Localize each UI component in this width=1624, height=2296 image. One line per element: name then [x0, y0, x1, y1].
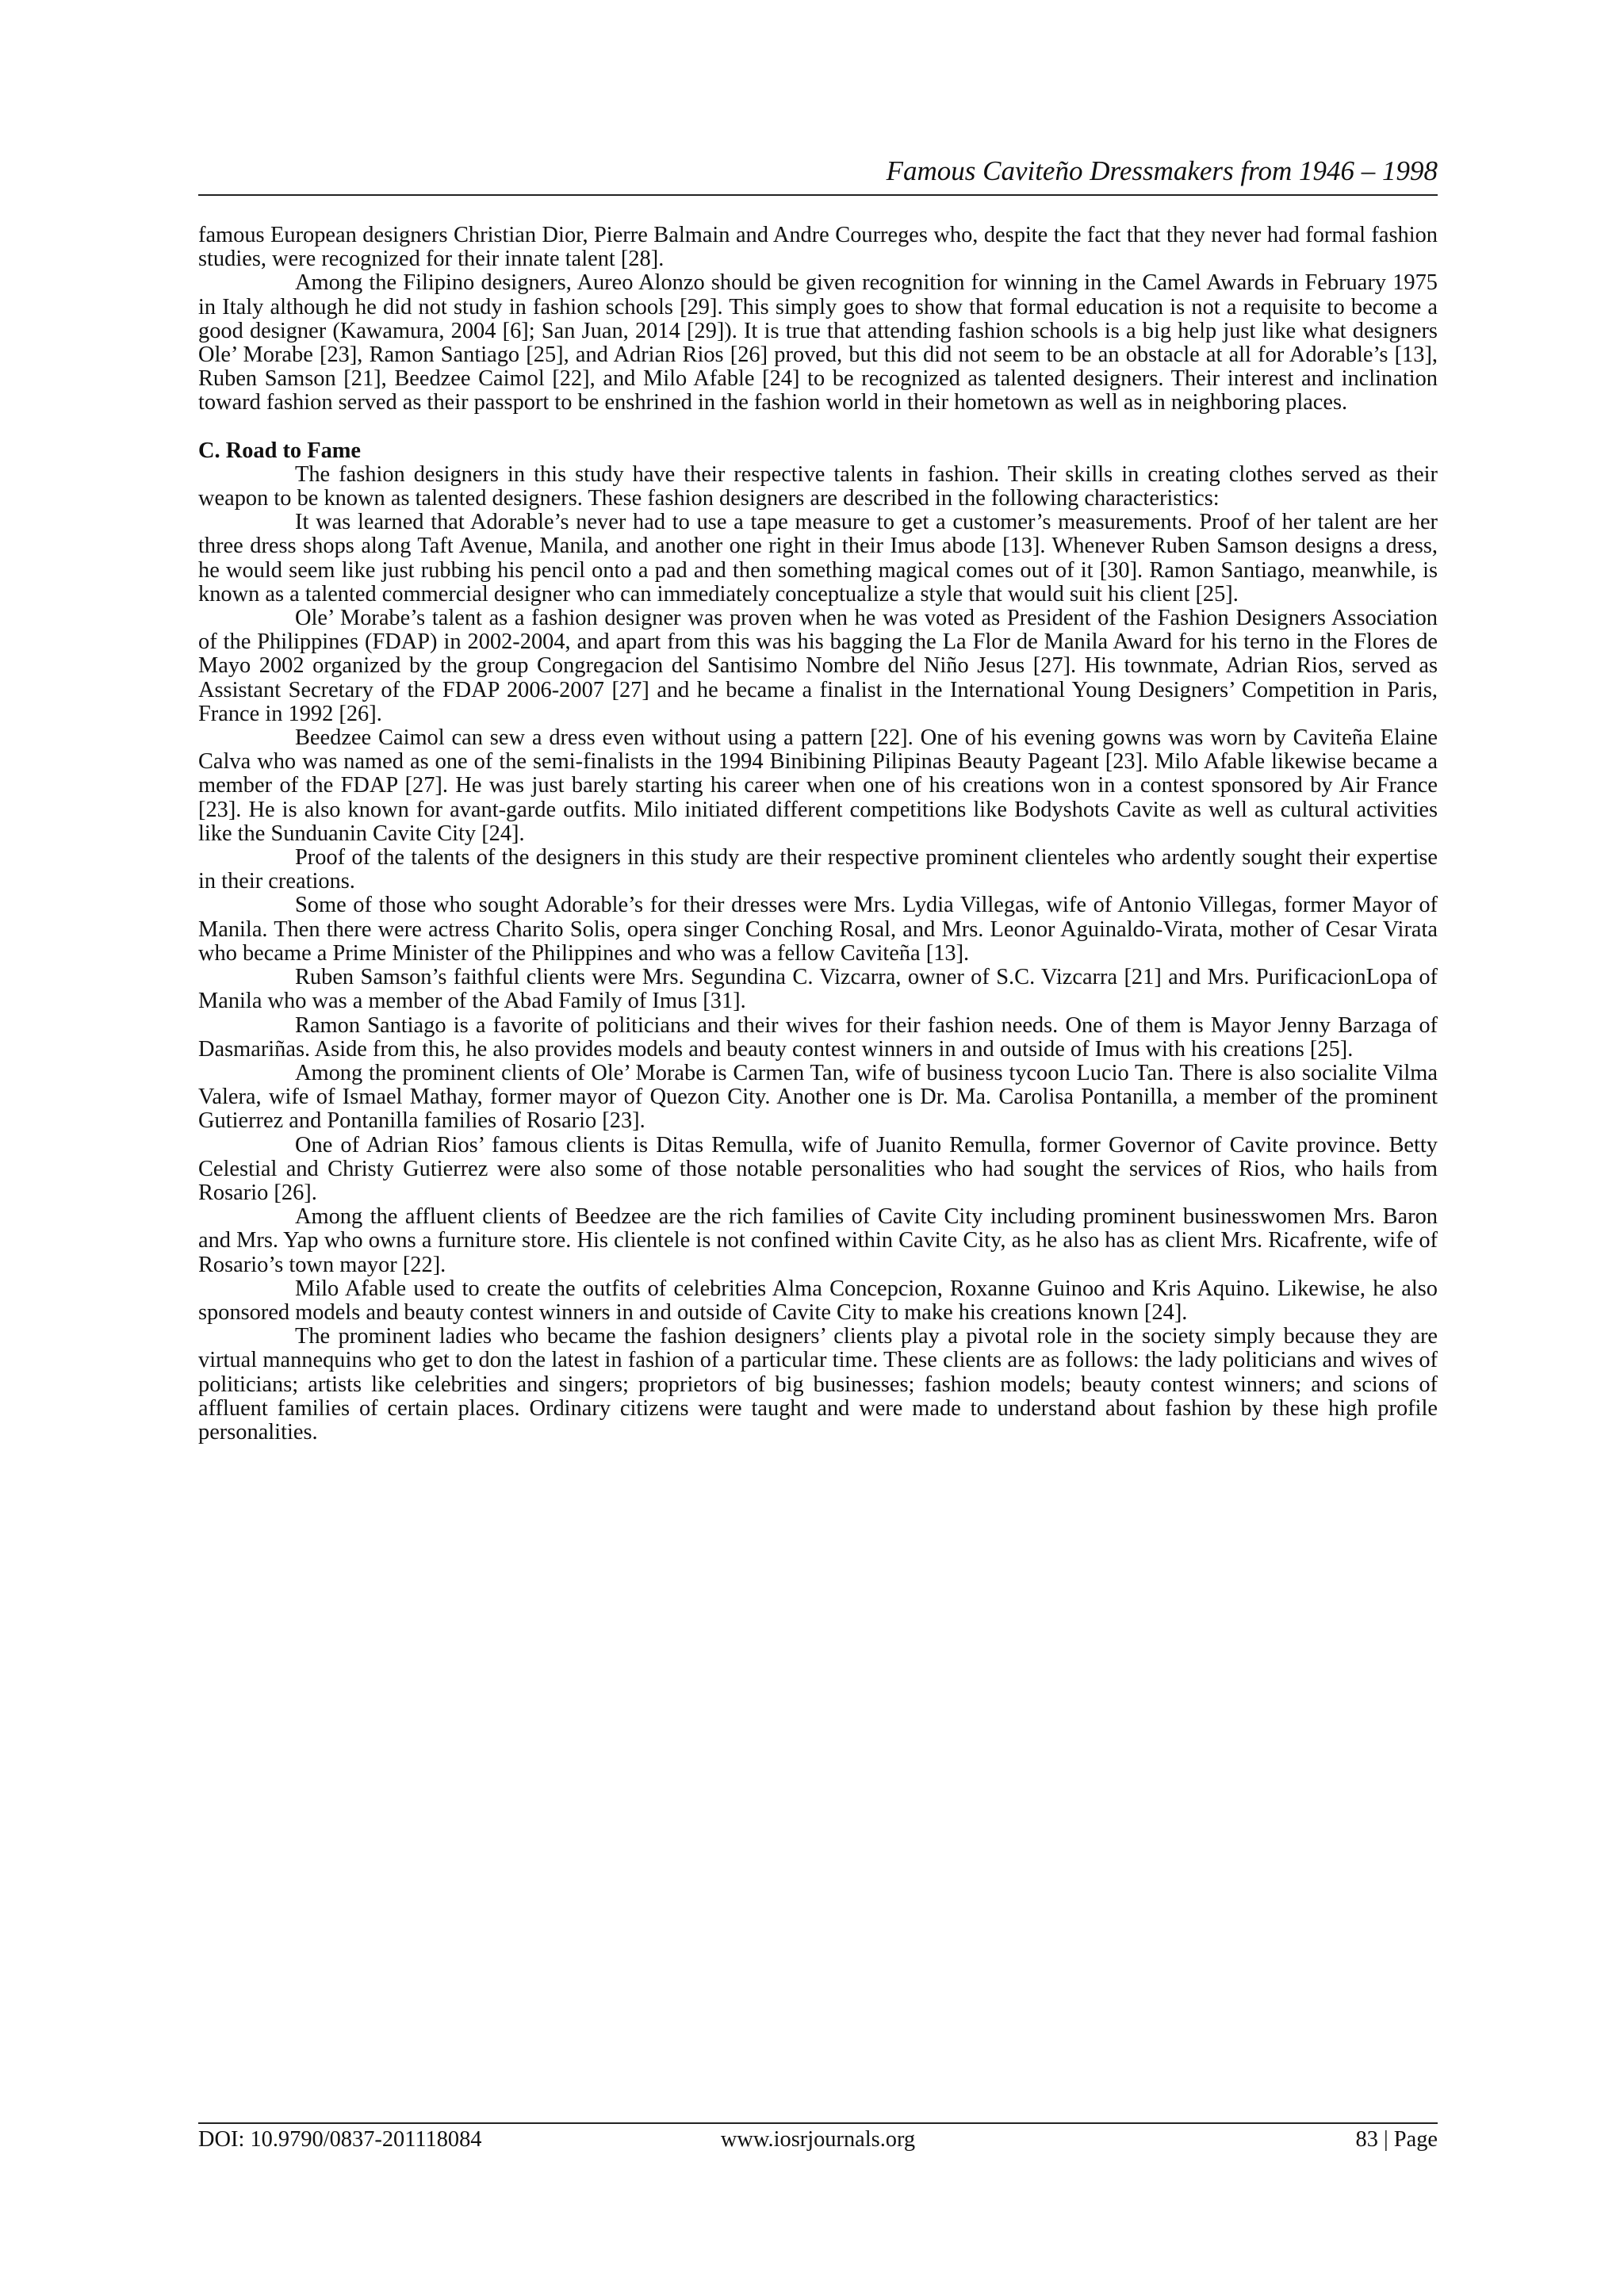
body-paragraph: Beedzee Caimol can sew a dress even without using a pattern [22]. One of his evening gowns was worn by Caviteña Elaine Calva who was named as one of the semi-finalists in the 1994 Binibining Pilipinas Beauty Pageant [23]. Milo Afable likewise became a member of the FDAP [27]. He was just barely starting his career when one of his creations won in a contest sponsored by Air France [23]. He is also known for avant-garde outfits. Milo initiated different competitions like Bodyshots Cavite as well as cultural activities like the Sunduanin Cavite City [24].: [198, 725, 1438, 846]
body-paragraph: Ruben Samson’s faithful clients were Mrs. Segundina C. Vizcarra, owner of S.C. Vizcarra [21] and Mrs. PurificacionLopa of Manila who was a member of the Abad Family of Imus [31].: [198, 965, 1438, 1014]
section-heading: C. Road to Fame: [198, 438, 362, 463]
page-footer: [198, 2126, 1438, 2155]
body-paragraph: The prominent ladies who became the fashion designers’ clients play a pivotal role in the society simply because they are virtual mannequins who get to don the latest in fashion of a particular time. These clients are as follows: the lady politicians and wives of politicians; artists like celebrities and singers; proprietors of big businesses; fashion models; beauty contest winners; and scions of affluent families of certain places. Ordinary citizens were taught and were made to understand about fashion by these high profile personalities.: [198, 1324, 1438, 1445]
body-paragraph: Proof of the talents of the designers in this study are their respective prominent clienteles who ardently sought their expertise in their creations.: [198, 845, 1438, 894]
body-paragraph: Milo Afable used to create the outfits of celebrities Alma Concepcion, Roxanne Guinoo and Kris Aquino. Likewise, he also sponsored models and beauty contest winners in and outside of Cavite City to make his creations known [24].: [198, 1276, 1438, 1325]
article-body: [198, 224, 1438, 1445]
header-rule: [198, 194, 1438, 196]
body-paragraph: Some of those who sought Adorable’s for their dresses were Mrs. Lydia Villegas, wife of Antonio Villegas, former Mayor of Manila. Then there were actress Charito Solis, opera singer Conching Rosal, and Mrs. Leonor Aguinaldo-Virata, mother of Cesar Virata who became a Prime Minister of the Philippines and who was a fellow Caviteña [13].: [198, 893, 1438, 966]
journal-page: [198, 0, 1438, 2296]
body-paragraph: It was learned that Adorable’s never had to use a tape measure to get a customer’s measurements. Proof of her talent are her three dress shops along Taft Avenue, Manila, and another one right in their Imus abode [13]. Whenever Ruben Samson designs a dress, he would seem like just rubbing his pencil onto a pad and then something magical comes out of it [30]. Ramon Santiago, meanwhile, is known as a talented commercial designer who can immediately conceptualize a style that would suit his client [25].: [198, 510, 1438, 607]
body-paragraph: The fashion designers in this study have their respective talents in fashion. Their skills in creating clothes served as their weapon to be known as talented designers. These fashion designers are described in the following characteristics:: [198, 461, 1438, 511]
footer-doi: DOI: 10.9790/0837-201118084: [198, 2127, 482, 2152]
footer-rule: [198, 2122, 1438, 2124]
body-paragraph: One of Adrian Rios’ famous clients is Ditas Remulla, wife of Juanito Remulla, former Governor of Cavite province. Betty Celestial and Christy Gutierrez were also some of those notable personalities who had sought the services of Rios, who hails from Rosario [26].: [198, 1132, 1438, 1205]
body-paragraph: Among the Filipino designers, Aureo Alonzo should be given recognition for winning in the Camel Awards in February 1975 in Italy although he did not study in fashion schools [29]. This simply goes to show that formal education is not a requisite to become a good designer (Kawamura, 2004 [6]; San Juan, 2014 [29]). It is true that attending fashion schools is a big help just like what designers Ole’ Morabe [23], Ramon Santiago [25], and Adrian Rios [26] proved, but this did not seem to be an obstacle at all for Adorable’s [13], Ruben Samson [21], Beedzee Caimol [22], and Milo Afable [24] to be recognized as talented designers. Their interest and inclination toward fashion served as their passport to be enshrined in the fashion world in their hometown as well as in neighboring places.: [198, 270, 1438, 415]
body-paragraph: famous European designers Christian Dior, Pierre Balmain and Andre Courreges who, despite the fact that they never had formal fashion studies, were recognized for their innate talent [28].: [198, 223, 1438, 272]
running-header-title: Famous Caviteño Dressmakers from 1946 – 1998: [886, 155, 1438, 186]
body-paragraph: Among the prominent clients of Ole’ Morabe is Carmen Tan, wife of business tycoon Lucio Tan. There is also socialite Vilma Valera, wife of Ismael Mathay, former mayor of Quezon City. Another one is Dr. Ma. Carolisa Pontanilla, a member of the prominent Gutierrez and Pontanilla families of Rosario [23].: [198, 1060, 1438, 1134]
body-paragraph: Among the affluent clients of Beedzee are the rich families of Cavite City including prominent businesswomen Mrs. Baron and Mrs. Yap who owns a furniture store. His clientele is not confined within Cavite City, as he also has as client Mrs. Ricafrente, wife of Rosario’s town mayor [22].: [198, 1204, 1438, 1277]
body-paragraph: Ramon Santiago is a favorite of politicians and their wives for their fashion needs. One of them is Mayor Jenny Barzaga of Dasmariñas. Aside from this, he also provides models and beauty contest winners in and outside of Imus with his creations [25].: [198, 1012, 1438, 1062]
body-paragraph: Ole’ Morabe’s talent as a fashion designer was proven when he was voted as President of the Fashion Designers Association of the Philippines (FDAP) in 2002-2004, and apart from this was his bagging the La Flor de Manila Award for his terno in the Flores de Mayo 2002 organized by the group Congregacion del Santisimo Nombre del Niño Jesus [27]. His townmate, Adrian Rios, served as Assistant Secretary of the FDAP 2006-2007 [27] and he became a finalist in the International Young Designers’ Competition in Paris, France in 1992 [26].: [198, 606, 1438, 726]
footer-website: www.iosrjournals.org: [720, 2127, 916, 2152]
footer-page-number: 83 | Page: [1355, 2127, 1438, 2152]
